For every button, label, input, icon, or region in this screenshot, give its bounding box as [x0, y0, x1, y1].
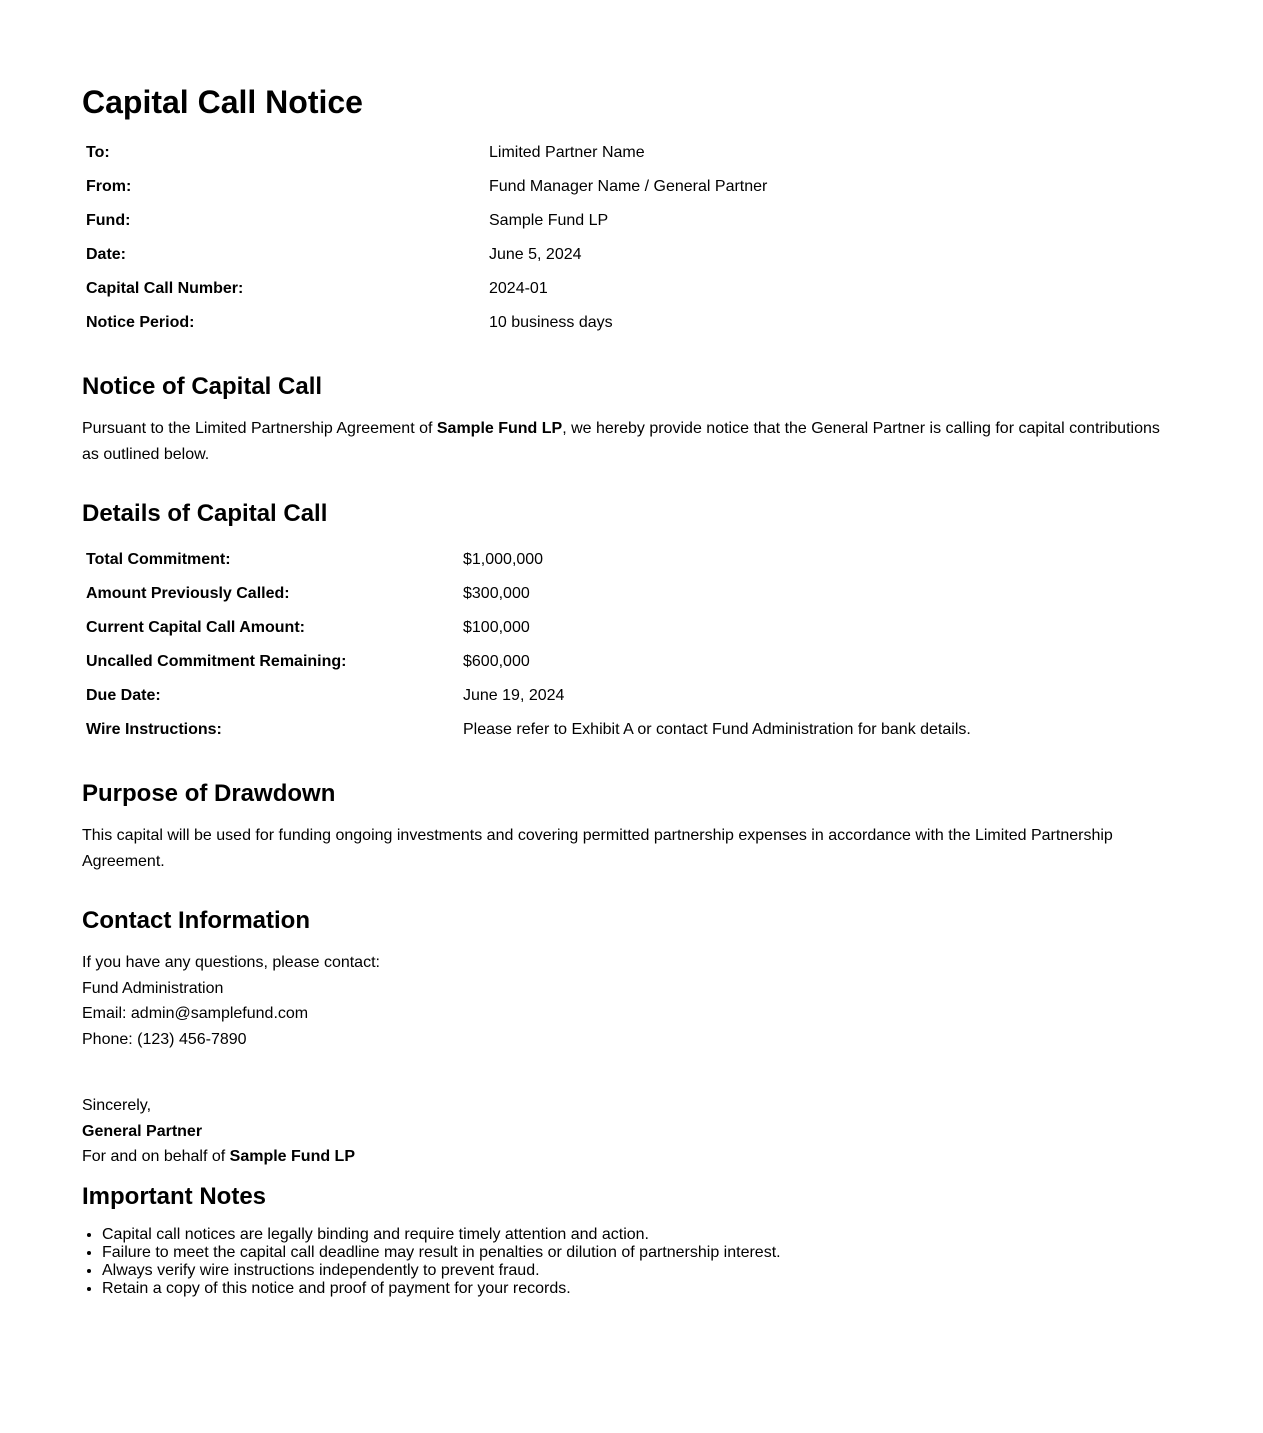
header-row-notice-period: [82, 306, 771, 340]
signature-signer-name: General Partner: [82, 1122, 203, 1140]
notice-text-after: , we hereby provide notice that the General Partner is calling for capital contributions as outlined below.: [82, 420, 1160, 463]
notice-fund-name: Sample Fund LP: [436, 420, 563, 437]
details-value: $1,000,000: [463, 551, 544, 568]
purpose-paragraph: This capital will be used for funding ongoing investments and covering permitted partnership expenses in accordance with the Limited Partnership Agreement.: [82, 827, 1113, 870]
header-label: From:: [86, 178, 132, 195]
header-value: Sample Fund LP: [489, 212, 609, 229]
header-info: [82, 136, 1181, 340]
header-label: Capital Call Number:: [86, 280, 244, 297]
purpose-heading: Purpose of Drawdown: [82, 780, 336, 807]
header-value: 2024-01: [489, 280, 548, 297]
header-label: Notice Period:: [86, 314, 195, 331]
header-row-date: [82, 238, 771, 272]
details-value: June 19, 2024: [463, 687, 565, 704]
details-label: Amount Previously Called:: [86, 585, 290, 602]
header-value: Limited Partner Name: [489, 144, 645, 161]
header-label: To:: [86, 144, 110, 161]
header-value: Fund Manager Name / General Partner: [489, 178, 768, 195]
signature-lines: [82, 1093, 1181, 1170]
details-row: [82, 679, 975, 713]
details-label: Uncalled Commitment Remaining:: [86, 653, 347, 670]
notice-heading: Notice of Capital Call: [82, 373, 323, 400]
notice-text-before: Pursuant to the Limited Partnership Agreement of: [82, 420, 437, 437]
signature-closing: Sincerely,: [82, 1097, 152, 1114]
contact-phone: Phone: (123) 456-7890: [82, 1031, 247, 1049]
header-label: Fund:: [86, 212, 131, 229]
signature-block: [82, 1093, 1181, 1170]
details-value: $600,000: [463, 653, 530, 670]
header-row-fund: [82, 204, 771, 238]
details-value: $100,000: [463, 619, 530, 636]
header-table: [82, 136, 771, 340]
details-table: [82, 543, 975, 747]
details-label: Due Date:: [86, 687, 161, 704]
details-row: [82, 577, 975, 611]
notes-item: • Retain a copy of this notice and proof of payment for your records.: [102, 1280, 1181, 1298]
details-label: Wire Instructions:: [86, 721, 222, 738]
notes-item: • Always verify wire instructions independently to prevent fraud.: [102, 1262, 1181, 1280]
contact-section: [82, 907, 1181, 1053]
signature-behalf: [82, 1144, 1181, 1170]
notice-paragraph: [82, 416, 1181, 468]
details-heading: Details of Capital Call: [82, 500, 328, 527]
notes-list: [82, 1226, 1181, 1298]
header-value: 10 business days: [489, 314, 613, 331]
details-label: Current Capital Call Amount:: [86, 619, 305, 636]
contact-lines: [82, 950, 1181, 1053]
details-row: [82, 611, 975, 645]
notes-heading: Important Notes: [82, 1183, 267, 1210]
signature-signer: [82, 1119, 1181, 1145]
details-section: [82, 500, 1181, 747]
notes-section: [82, 1183, 1181, 1298]
details-value: Please refer to Exhibit A or contact Fund Administration for bank details.: [463, 721, 971, 738]
contact-name: Fund Administration: [82, 979, 224, 997]
contact-email: Email: admin@samplefund.com: [82, 1005, 309, 1023]
purpose-section: [82, 780, 1181, 875]
header-row-call-number: [82, 272, 771, 306]
signature-behalf-prefix: For and on behalf of: [82, 1148, 230, 1166]
contact-intro: If you have any questions, please contact:: [82, 954, 380, 971]
page-title: Capital Call Notice: [82, 84, 363, 120]
details-row: [82, 543, 975, 577]
header-row-to: [82, 136, 771, 170]
notes-item: • Failure to meet the capital call deadline may result in penalties or dilution of partnership interest.: [102, 1244, 1181, 1262]
details-row: [82, 645, 975, 679]
header-label: Date:: [86, 246, 127, 263]
signature-behalf-fund: Sample Fund LP: [229, 1148, 355, 1166]
notice-section: [82, 373, 1181, 468]
notes-item: • Capital call notices are legally binding and require timely attention and action.: [102, 1226, 1181, 1244]
details-value: $300,000: [463, 585, 530, 602]
header-value: June 5, 2024: [489, 246, 582, 263]
details-label: Total Commitment:: [86, 551, 231, 568]
header-row-from: [82, 170, 771, 204]
details-row: [82, 713, 975, 747]
contact-heading: Contact Information: [82, 907, 310, 934]
